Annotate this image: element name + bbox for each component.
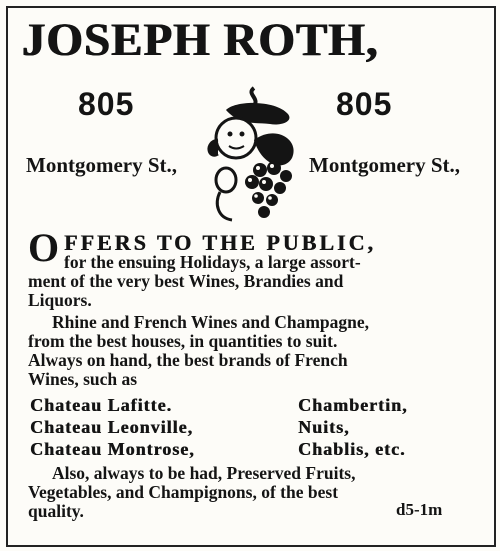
rhine-line: from the best houses, in quantities to suit. (28, 331, 338, 351)
offer-line: Liquors. (28, 290, 92, 310)
offer-line: ment of the very best Wines, Brandies and (28, 271, 344, 291)
street-number-left: 805 (78, 86, 135, 122)
offer-heading (28, 225, 473, 272)
wine-item: Chateau Montrose, (30, 439, 195, 459)
rhine-line: Rhine and French Wines and Champagne, (52, 312, 370, 332)
offer-heading-text: FFERS TO THE PUBLIC, (64, 230, 376, 255)
merchant-name: JOSEPH ROTH, (22, 14, 379, 66)
street-name-left: Montgomery St., (26, 153, 178, 177)
closing-line: Vegetables, and Champignons, of the best (28, 482, 339, 502)
wine-item: Chateau Leonville, (30, 417, 194, 437)
drop-cap: O (28, 225, 60, 270)
wine-item: Nuits, (298, 417, 350, 437)
closing-line: Also, always to be had, Preserved Fruits, (52, 463, 356, 483)
wine-item: Chablis, etc. (298, 439, 406, 459)
rhine-line: Wines, such as (28, 369, 138, 389)
closing-line: quality. (28, 501, 84, 521)
offer-line: for the ensuing Holidays, a large assort- (64, 252, 361, 272)
wine-item: Chateau Lafitte. (30, 395, 172, 415)
insertion-code: d5-1m (396, 500, 443, 519)
street-number-right: 805 (336, 86, 393, 122)
wine-item: Chambertin, (298, 395, 408, 415)
street-name-right: Montgomery St., (309, 153, 461, 177)
grape-bunch-face-icon (196, 80, 306, 230)
rhine-line: Always on hand, the best brands of French (28, 350, 348, 370)
